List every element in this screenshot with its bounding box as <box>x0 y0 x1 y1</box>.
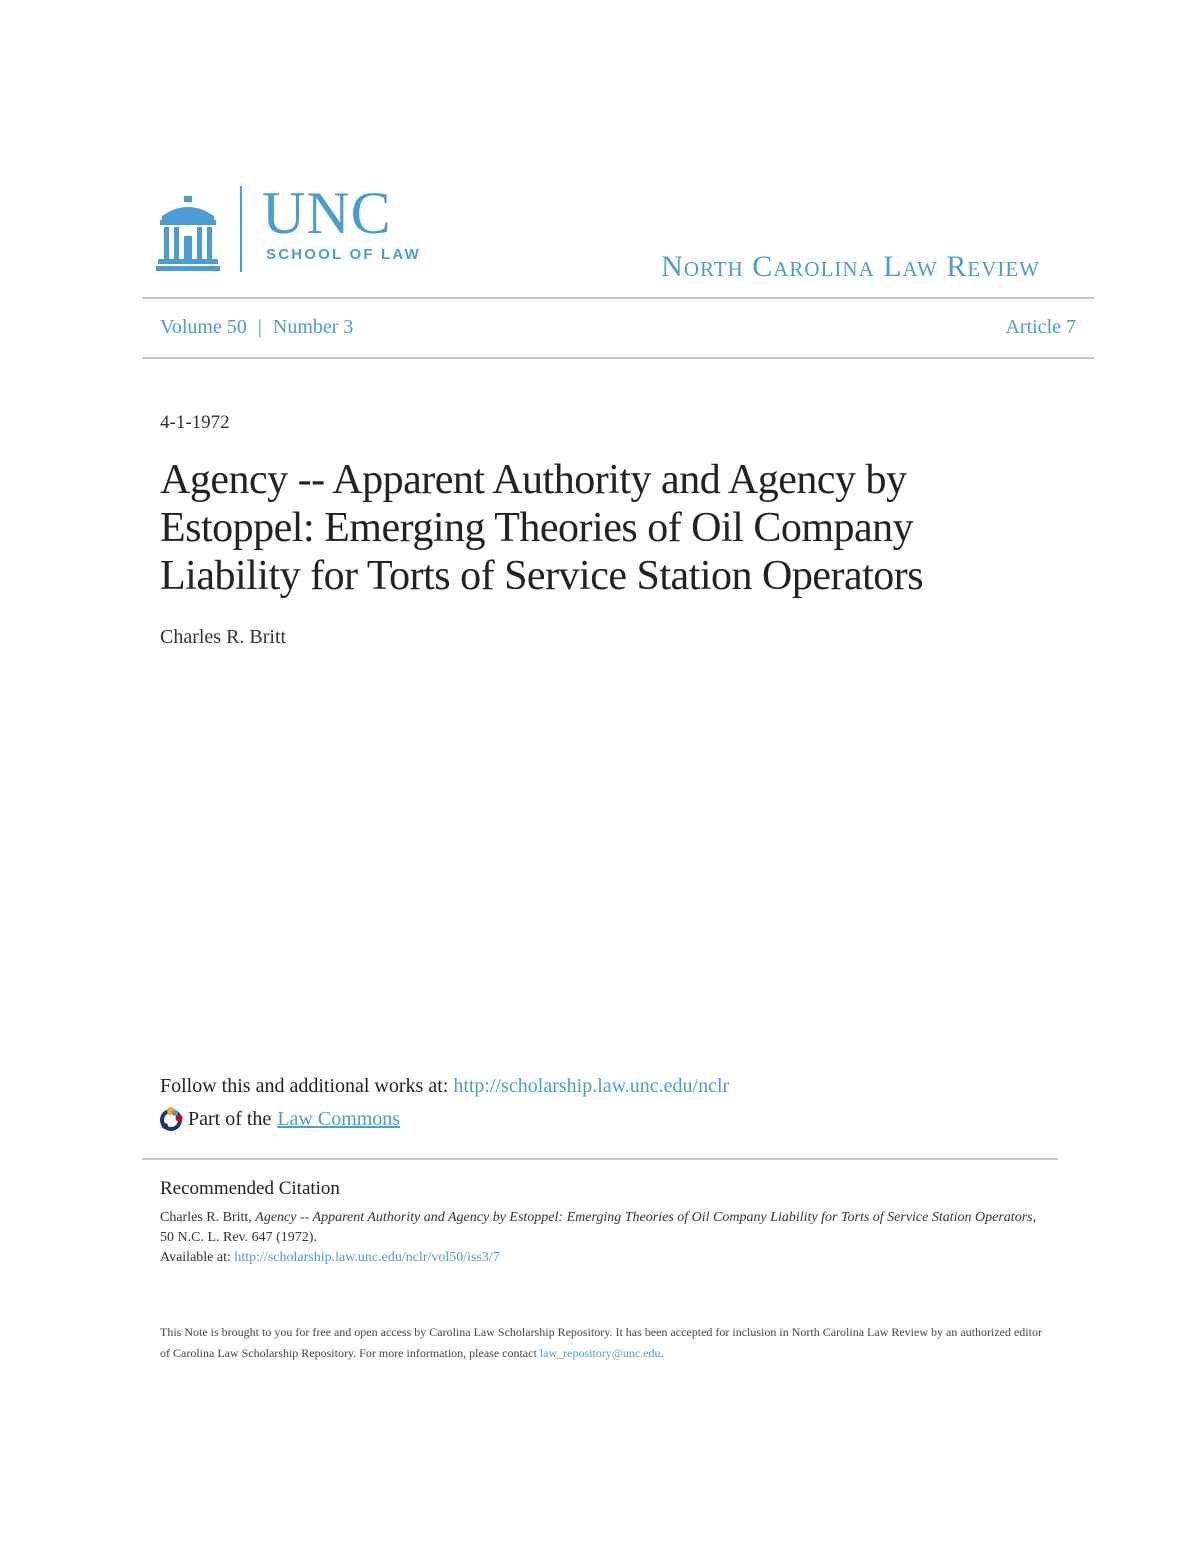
part-of-line <box>158 1106 400 1132</box>
access-note <box>160 1322 1050 1364</box>
follow-line <box>160 1075 729 1098</box>
follow-label: Follow this and additional works at: <box>160 1075 449 1097</box>
available-url-link[interactable]: http://scholarship.law.unc.edu/nclr/vol50/iss3/7 <box>234 1250 500 1265</box>
divider <box>142 297 1094 299</box>
article-link[interactable]: Article 7 <box>1005 316 1076 338</box>
publication-date: 4-1-1972 <box>160 412 230 433</box>
old-well-icon <box>156 194 220 274</box>
unc-law-logo <box>156 180 476 276</box>
citation-author: Charles R. Britt, <box>160 1210 252 1225</box>
part-of-label: Part of the <box>188 1107 272 1130</box>
available-label: Available at: <box>160 1250 231 1265</box>
number-link[interactable]: Number 3 <box>272 316 354 338</box>
access-note-text: This Note is brought to you for free and open access by Carolina Law Scholarship Repository. It has been accepted for inclusion in North Carolina Law Review by an authorized editor of Carolina Law Scholarship Repository. For more information, please contact <box>160 1325 1042 1360</box>
volume-link[interactable]: Volume 50 <box>160 316 247 338</box>
logo-wordmark: UNC <box>262 180 392 246</box>
citation-title: Agency -- Apparent Authority and Agency by Estoppel: Emerging Theories of Oil Company Liability for Torts of Service Station Operators <box>255 1210 1033 1225</box>
network-commons-icon <box>158 1106 184 1132</box>
logo-divider <box>240 186 242 272</box>
article-title: Agency -- Apparent Authority and Agency by Estoppel: Emerging Theories of Oil Company Liability for Torts of Service Station Operators <box>160 457 924 599</box>
contact-email-link[interactable]: law_repository@unc.edu <box>539 1346 661 1360</box>
access-note-end: . <box>660 1346 664 1360</box>
journal-title: North Carolina Law Review <box>661 250 1040 283</box>
issue-info <box>160 316 353 339</box>
follow-url-link[interactable]: http://scholarship.law.unc.edu/nclr <box>453 1075 730 1097</box>
issue-separator: | <box>257 316 262 338</box>
citation-text <box>160 1208 1040 1268</box>
logo-subtitle: SCHOOL OF LAW <box>266 246 421 263</box>
law-commons-link[interactable]: Law Commons <box>277 1107 401 1130</box>
author-name: Charles R. Britt <box>160 626 287 648</box>
divider <box>142 1158 1058 1160</box>
recommended-citation-heading: Recommended Citation <box>160 1178 340 1199</box>
divider <box>142 357 1094 359</box>
citation-source: , 50 N.C. L. Rev. 647 (1972). <box>160 1210 1037 1245</box>
